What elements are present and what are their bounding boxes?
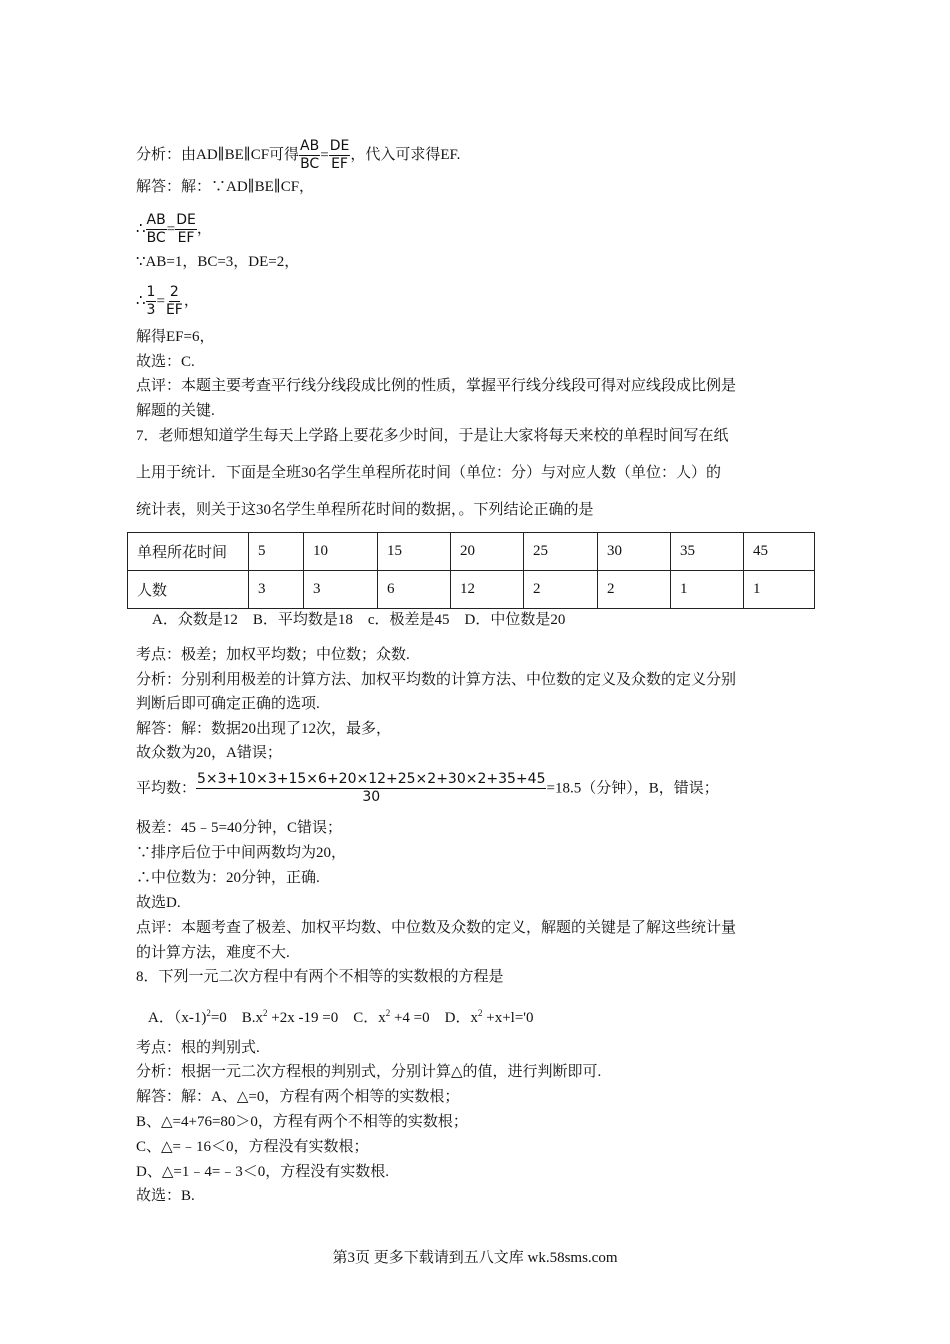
q7-mean: 平均数： $\frac{5\times 3+10\times 3+15\times 6+20\times 12+25\times 2+30\times 2+35+45}{30}$ =18.5（分钟），B，错误； bbox=[136, 771, 719, 805]
q7-kaodian: 考点：极差；加权平均数；中位数；众数. bbox=[136, 647, 410, 663]
fraction-de-ef: $\frac{DE}{EF}$ bbox=[329, 138, 350, 172]
table-cell: 12 bbox=[451, 571, 524, 609]
q7-options: A．众数是12 B．平均数是18 c．极差是45 D．中位数是20 bbox=[152, 612, 566, 628]
fraction-ab-bc: $\frac{AB}{BC}$ bbox=[300, 138, 320, 172]
table-cell: 20 bbox=[451, 533, 524, 571]
table-cell: 1 bbox=[671, 571, 744, 609]
table-cell: 15 bbox=[378, 533, 451, 571]
q6-comment-2: 解题的关键. bbox=[136, 403, 215, 419]
page-footer: 第3页 更多下载请到五八文库 wk.58sms.com bbox=[332, 1250, 618, 1266]
q8-analysis: 分析：根据一元二次方程根的判别式，分别计算△的值，进行判断即可. bbox=[136, 1064, 602, 1080]
q7-comment-1: 点评：本题考查了极差、加权平均数、中位数及众数的定义，解题的关键是了解这些统计量 bbox=[136, 920, 737, 936]
q8-kaodian: 考点：根的判别式. bbox=[136, 1040, 260, 1056]
fraction-1-3: $\frac{1}{3}$ bbox=[146, 284, 156, 318]
table-cell: 6 bbox=[378, 571, 451, 609]
q8-stem: 8．下列一元二次方程中有两个不相等的实数根的方程是 bbox=[136, 969, 504, 985]
q7-comment-2: 的计算方法，难度不大. bbox=[136, 945, 290, 961]
q7-stem-2: 上用于统计．下面是全班30名学生单程所花时间（单位：分）与对应人数（单位：人）的 bbox=[136, 465, 722, 481]
table-cell: 单程所花时间 bbox=[128, 533, 249, 571]
q6-choice: 故选：C. bbox=[136, 354, 195, 370]
q6-substitution: ∴ $\frac{1}{3}$ = $\frac{2}{EF}$ ， bbox=[136, 284, 199, 318]
q8-solution-a: 解答：解：A、△=0，方程有两个相等的实数根； bbox=[136, 1089, 460, 1105]
q8-solution-b: B、△=4+76=80＞0，方程有两个不相等的实数根； bbox=[136, 1114, 468, 1130]
q6-result: 解得EF=6， bbox=[136, 329, 215, 345]
q6-comment-1: 点评：本题主要考查平行线分线段成比例的性质，掌握平行线分线段可得对应线段成比例是 bbox=[136, 378, 737, 394]
table-cell: 10 bbox=[304, 533, 378, 571]
q7-choice: 故选D. bbox=[136, 895, 181, 911]
table-cell: 30 bbox=[598, 533, 671, 571]
table-row-count bbox=[128, 571, 815, 609]
table-cell: 2 bbox=[524, 571, 598, 609]
table-cell: 1 bbox=[744, 571, 815, 609]
fraction-2-ef: $\frac{2}{EF}$ bbox=[165, 284, 183, 318]
table-cell: 45 bbox=[744, 533, 815, 571]
table-cell: 25 bbox=[524, 533, 598, 571]
table-cell: 5 bbox=[249, 533, 304, 571]
q8-options: A．（x-1)$^2$=0 $B.x^2 +2x$ -19 =0 C．$x^2 +4 =0$ D．$x^2 +x+l='0$ bbox=[148, 1008, 534, 1026]
statistics-table bbox=[127, 532, 815, 609]
q6-analysis: 分析：由AD∥BE∥CF可得 $\frac{AB}{BC}$ = $\frac{DE}{EF}$ ，代入可求得EF. bbox=[136, 138, 461, 172]
fraction-ab-bc-2: $\frac{AB}{BC}$ bbox=[146, 212, 166, 246]
q8-choice: 故选：B. bbox=[136, 1188, 195, 1204]
q7-stem-1: 7．老师想知道学生每天上学路上要花多少时间，于是让大家将每天来校的单程时间写在纸 bbox=[136, 428, 729, 444]
fraction-weighted-mean: $\frac{5\times 3+10\times 3+15\times 6+20\times 12+25\times 2+30\times 2+35+45}{30}$ bbox=[197, 771, 546, 805]
q6-ratio-line: ∴ $\frac{AB}{BC}$ = $\frac{DE}{EF}$ ， bbox=[136, 212, 212, 246]
q7-median-1: ∵排序后位于中间两数均为20， bbox=[136, 845, 347, 861]
table-cell: 3 bbox=[249, 571, 304, 609]
q7-solution-2: 故众数为20，A错误； bbox=[136, 745, 282, 761]
q7-range: 极差：45﹣5=40分钟，C错误； bbox=[136, 820, 342, 836]
q8-solution-d: D、△=1﹣4=﹣3＜0，方程没有实数根. bbox=[136, 1164, 390, 1180]
fraction-de-ef-2: $\frac{DE}{EF}$ bbox=[176, 212, 196, 246]
q7-analysis-1: 分析：分别利用极差的计算方法、加权平均数的计算方法、中位数的定义及众数的定义分别 bbox=[136, 672, 737, 688]
q8-solution-c: C、△=﹣16＜0，方程没有实数根； bbox=[136, 1139, 369, 1155]
table-cell: 2 bbox=[598, 571, 671, 609]
q7-solution-1: 解答：解：数据20出现了12次，最多， bbox=[136, 721, 392, 737]
table-cell: 人数 bbox=[128, 571, 249, 609]
table-cell: 3 bbox=[304, 571, 378, 609]
q7-stem-3: 统计表，则关于这30名学生单程所花时间的数据，。下列结论正确的是 bbox=[136, 502, 594, 518]
q6-solution: 解答：解：∵AD∥BE∥CF， bbox=[136, 179, 315, 195]
q6-given: ∵AB=1，BC=3，DE=2， bbox=[136, 254, 300, 270]
q7-median-2: ∴中位数为：20分钟，正确. bbox=[136, 870, 320, 886]
table-cell: 35 bbox=[671, 533, 744, 571]
q7-analysis-2: 判断后即可确定正确的选项. bbox=[136, 696, 320, 712]
table-row-time bbox=[128, 533, 815, 571]
